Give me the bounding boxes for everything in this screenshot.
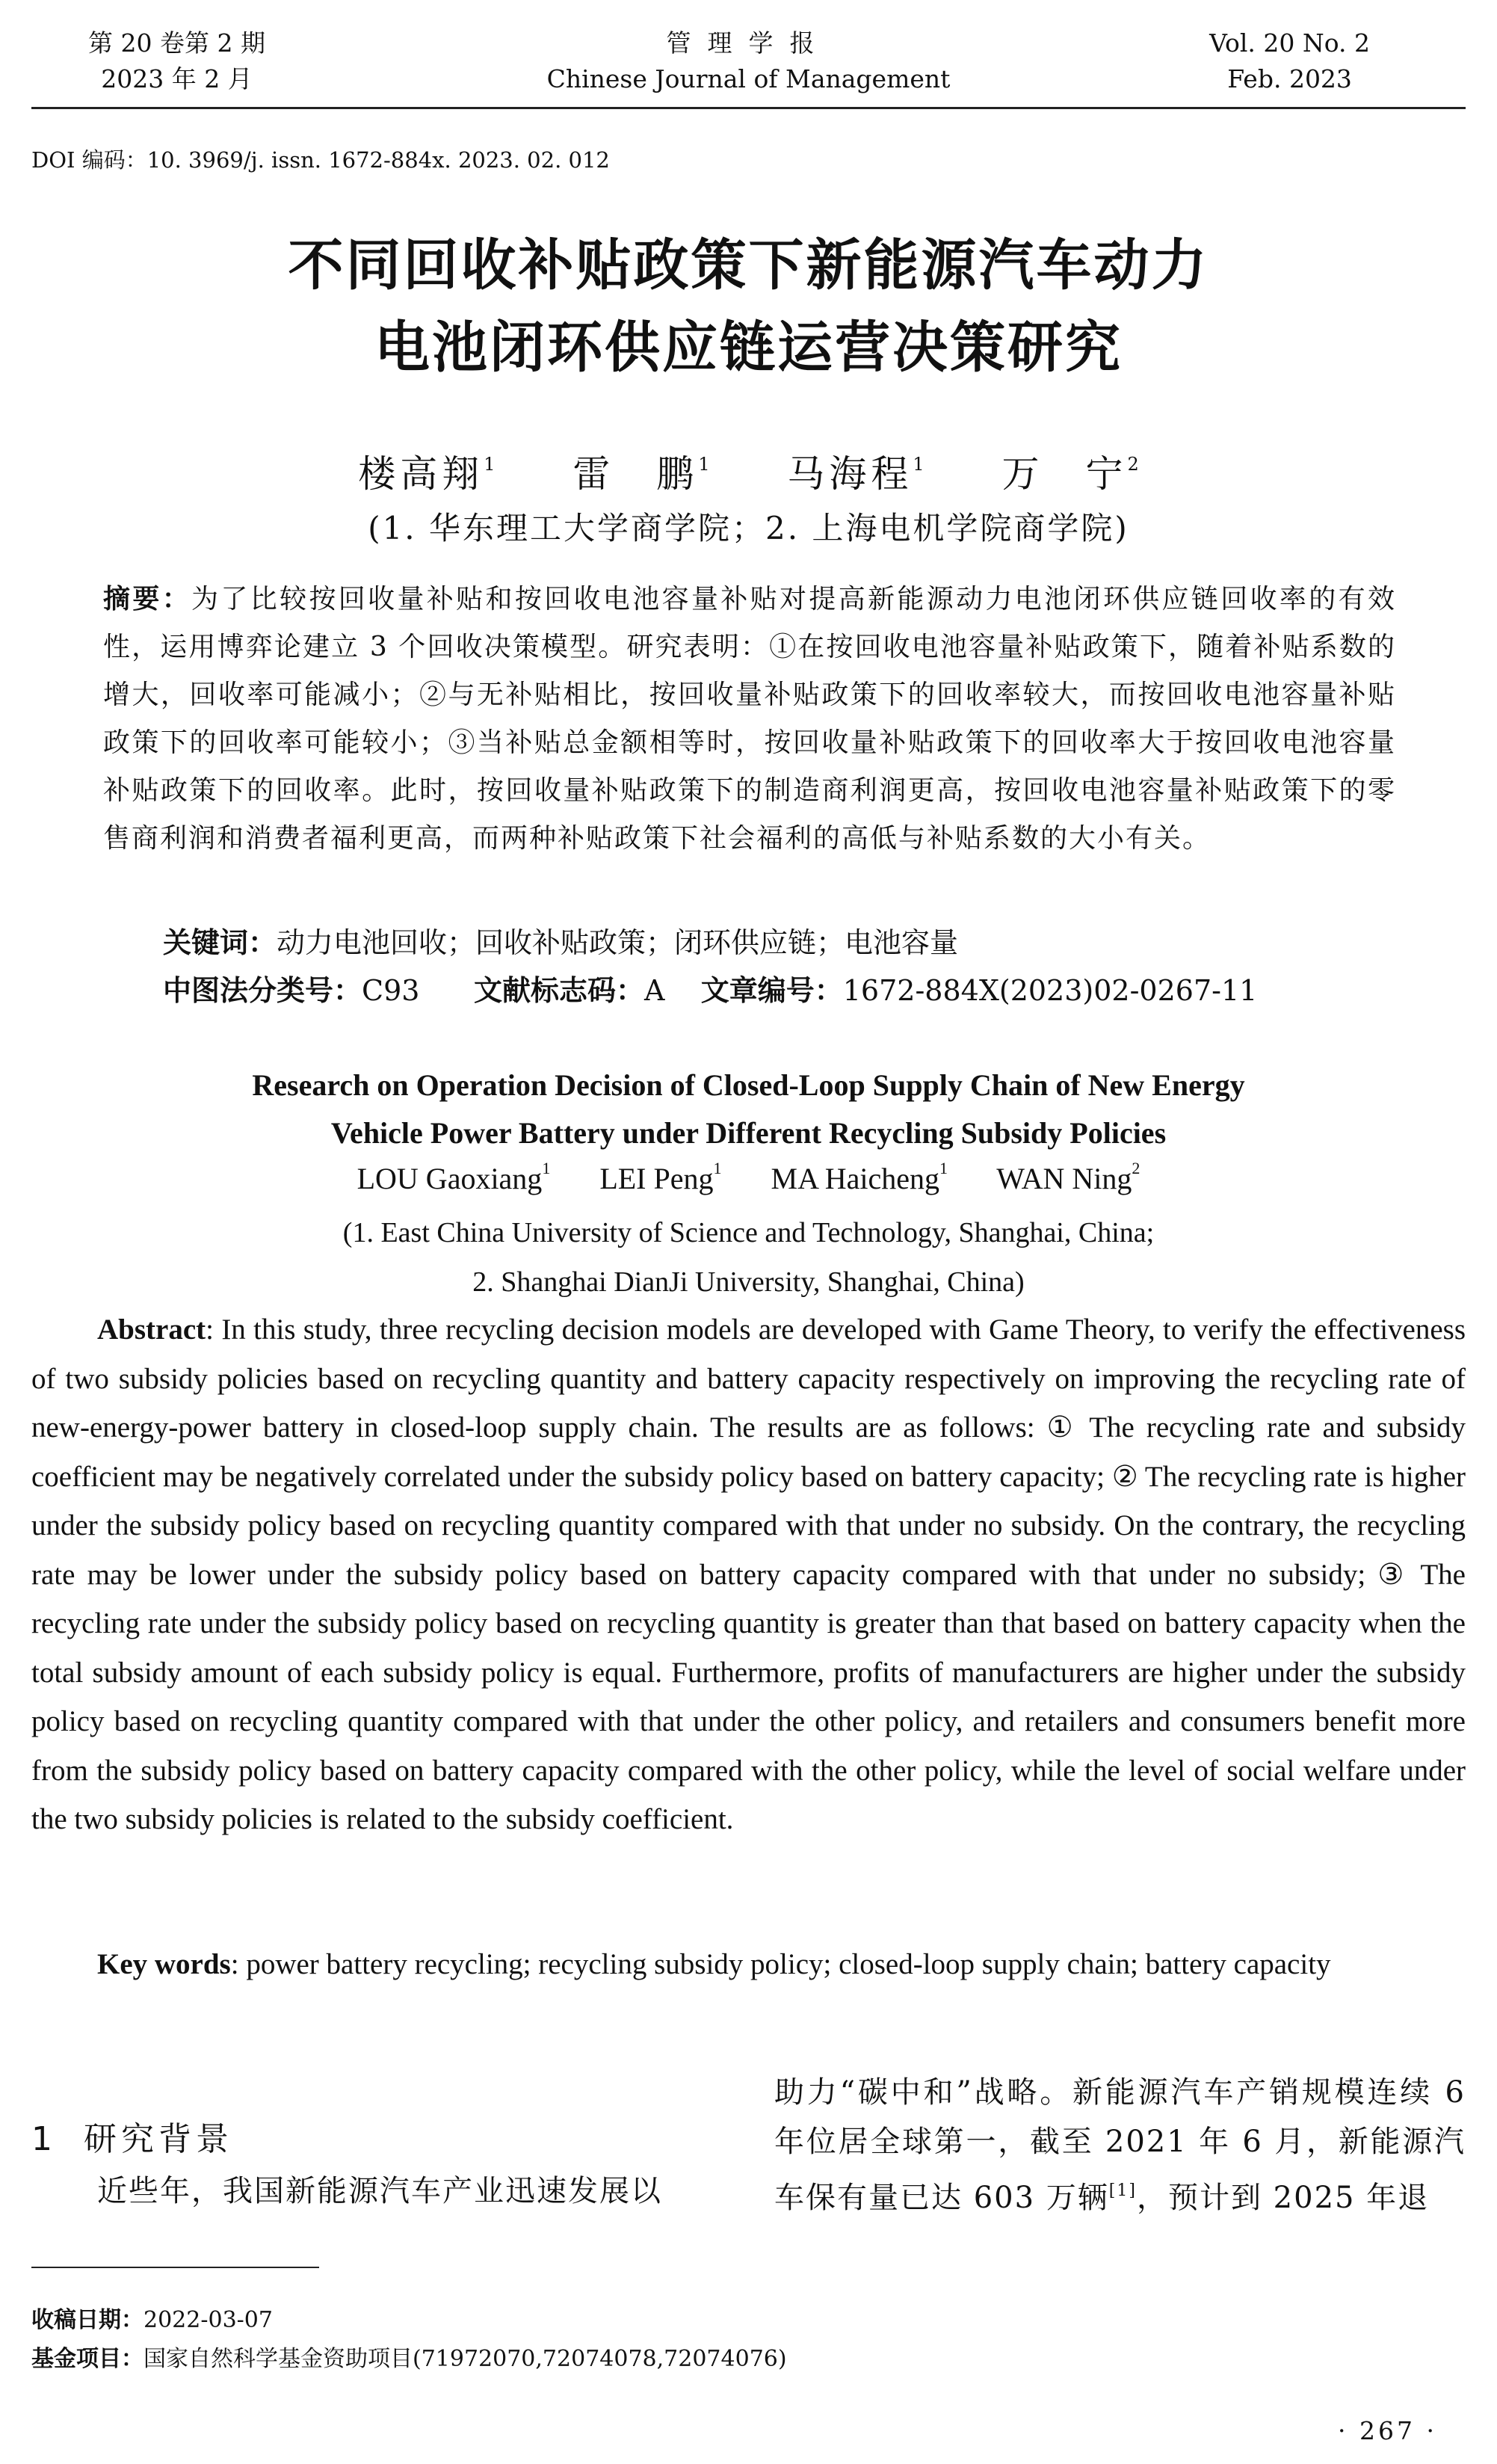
- title-en-line-2: Vehicle Power Battery under Different Recycling Subsidy Policies: [330, 1116, 1167, 1150]
- author-affil-mark: 1: [484, 454, 496, 475]
- body-text-right-column: [774, 2068, 1466, 2223]
- header-vol-en: Vol. 20 No. 2: [1209, 28, 1370, 58]
- author-affil-mark: 1: [713, 1159, 722, 1177]
- article-number-label: 文章编号：: [700, 974, 843, 1007]
- author-cn: 雷 鹏: [572, 452, 699, 496]
- keywords-en: [31, 1940, 1466, 1989]
- classification-line: [163, 967, 1257, 1008]
- received-label: 收稿日期：: [31, 2307, 143, 2333]
- section-title: 研究背景: [84, 2120, 233, 2158]
- abstract-en-label: Abstract: [97, 1313, 206, 1346]
- keywords-cn-label: 关键词：: [163, 926, 277, 959]
- author-cn: 楼高翔: [358, 452, 484, 496]
- author-affil-mark: 2: [1127, 454, 1139, 475]
- author-affil-mark: 2: [1132, 1159, 1141, 1177]
- author-affil-mark: 1: [939, 1159, 948, 1177]
- received-value: 2022-03-07: [143, 2307, 273, 2333]
- abstract-en-text: : In this study, three recycling decision models are developed with Game Theory, to verify the effectiveness of two subsidy policies based on recycling quantity and battery capacity respectively on improving the recycling rate of new-energy-power battery in closed-loop supply chain. The results are as follows: ① The recycling rate and subsidy coefficient may be negatively correlated under the subsidy policy based on battery capacity; ② The recycling rate is higher under the subsidy policy based on recycling quantity compared with that under no subsidy. On the contrary, the recycling rate may be lower under the subsidy policy based on battery capacity compared with that under no subsidy; ③ The recycling rate under the subsidy policy based on recycling quantity is greater than that based on battery capacity when the total subsidy amount of each subsidy policy is equal. Furthermore, profits of manufacturers are higher under the subsidy policy based on recycling quantity compared with that under the other policy, and retailers and consumers benefit more from the subsidy policy based on battery capacity compared with the other policy, while the level of social welfare under the two subsidy policies is related to the subsidy coefficient.: [31, 1313, 1466, 1835]
- journal-name-cn: 管理学报: [666, 28, 831, 58]
- author-en: WAN Ning: [996, 1162, 1132, 1195]
- header-divider: [31, 107, 1466, 109]
- footnote-received-date: [31, 2301, 273, 2334]
- author-affil-mark: 1: [913, 454, 925, 475]
- clc-label: 中图法分类号：: [163, 974, 362, 1007]
- affiliation-en-line-1: (1. East China University of Science and Technology, Shanghai, China;: [342, 1217, 1155, 1248]
- author-en: LOU Gaoxiang: [356, 1162, 543, 1195]
- citation-ref: [1]: [1108, 2181, 1137, 2200]
- author-cn: 马海程: [787, 452, 913, 496]
- title-cn-line-1: 不同回收补贴政策下新能源汽车动力: [288, 233, 1209, 298]
- doc-code-value: A: [643, 974, 665, 1007]
- abstract-cn-text: 为了比较按回收量补贴和按回收电池容量补贴对提高新能源动力电池闭环供应链回收率的有效性，运用博弈论建立 3 个回收决策模型。研究表明：①在按回收电池容量补贴政策下，随着补贴系数的增大，回收率可能减小；②与无补贴相比，按回收量补贴政策下的回收率较大，而按回收电池容量补贴政策下的回收率可能较小；③当补贴总金额相等时，按回收量补贴政策下的回收率大于按回收电池容量补贴政策下的回收率。此时，按回收量补贴政策下的制造商利润更高，按回收电池容量补贴政策下的零售商利润和消费者福利更高，而两种补贴政策下社会福利的高低与补贴系数的大小有关。: [103, 584, 1396, 854]
- keywords-cn-text: 动力电池回收；回收补贴政策；闭环供应链；电池容量: [277, 926, 959, 959]
- author-list-en: [0, 1159, 1497, 1196]
- header-vol-no-en: [1209, 25, 1370, 97]
- keywords-en-label: Key words: [97, 1948, 231, 1980]
- paper-title-en: [0, 1062, 1497, 1157]
- author-list-cn: [0, 444, 1497, 498]
- author-en: LEI Peng: [599, 1162, 714, 1195]
- affiliation-en-line-2: 2. Shanghai DianJi University, Shanghai, China): [472, 1266, 1025, 1298]
- title-en-line-1: Research on Operation Decision of Closed-Loop Supply Chain of New Energy: [252, 1068, 1245, 1102]
- page-number: · 267 ·: [1338, 2416, 1437, 2445]
- doi-line: DOI 编码：10. 3969/j. issn. 1672-884x. 2023. 02. 012: [31, 147, 610, 173]
- author-affil-mark: 1: [542, 1159, 551, 1177]
- header-volume: 第 20 卷第 2 期: [88, 28, 265, 58]
- affiliation-en: [0, 1208, 1497, 1307]
- affiliation-cn: (1. 华东理工大学商学院；2. 上海电机学院商学院): [368, 510, 1129, 546]
- keywords-cn: [163, 920, 958, 961]
- section-heading: [31, 2112, 233, 2160]
- footnote-divider: [31, 2267, 319, 2268]
- journal-name-en: Chinese Journal of Management: [546, 64, 951, 93]
- doc-code-label: 文献标志码：: [473, 974, 644, 1007]
- abstract-cn-label: 摘要：: [103, 584, 192, 615]
- section-number: 1: [31, 2120, 57, 2158]
- funding-label: 基金项目：: [31, 2346, 143, 2372]
- body-text-left-column: 近些年，我国新能源汽车产业迅速发展以: [97, 2174, 662, 2208]
- abstract-en: [31, 1305, 1466, 1844]
- keywords-en-text: : power battery recycling; recycling subsidy policy; closed-loop supply chain; battery capacity: [230, 1948, 1331, 1980]
- header-date-cn: 2023 年 2 月: [101, 64, 253, 93]
- paper-title-cn: [0, 224, 1497, 389]
- body-text-right-part-1: 助力“碳中和”战略。新能源汽车产销规模连续 6 年位居全球第一，截至 2021 年 6 月，新能源汽车保有量已达 603 万辆: [774, 2075, 1466, 2215]
- funding-value: 国家自然科学基金资助项目(71972070,72074078,72074076): [143, 2346, 787, 2372]
- title-cn-line-2: 电池闭环供应链运营决策研究: [374, 315, 1123, 380]
- header-date-en: Feb. 2023: [1227, 64, 1352, 93]
- article-number-value: 1672-884X(2023)02-0267-11: [842, 974, 1258, 1007]
- clc-value: C93: [362, 974, 420, 1007]
- footnote-funding: [31, 2340, 787, 2373]
- abstract-cn: [103, 576, 1396, 863]
- author-cn: 万 宁: [1001, 452, 1128, 496]
- author-en: MA Haicheng: [771, 1162, 940, 1195]
- body-text-right-part-2: ，预计到 2025 年退: [1136, 2181, 1430, 2215]
- author-affil-mark: 1: [698, 454, 710, 475]
